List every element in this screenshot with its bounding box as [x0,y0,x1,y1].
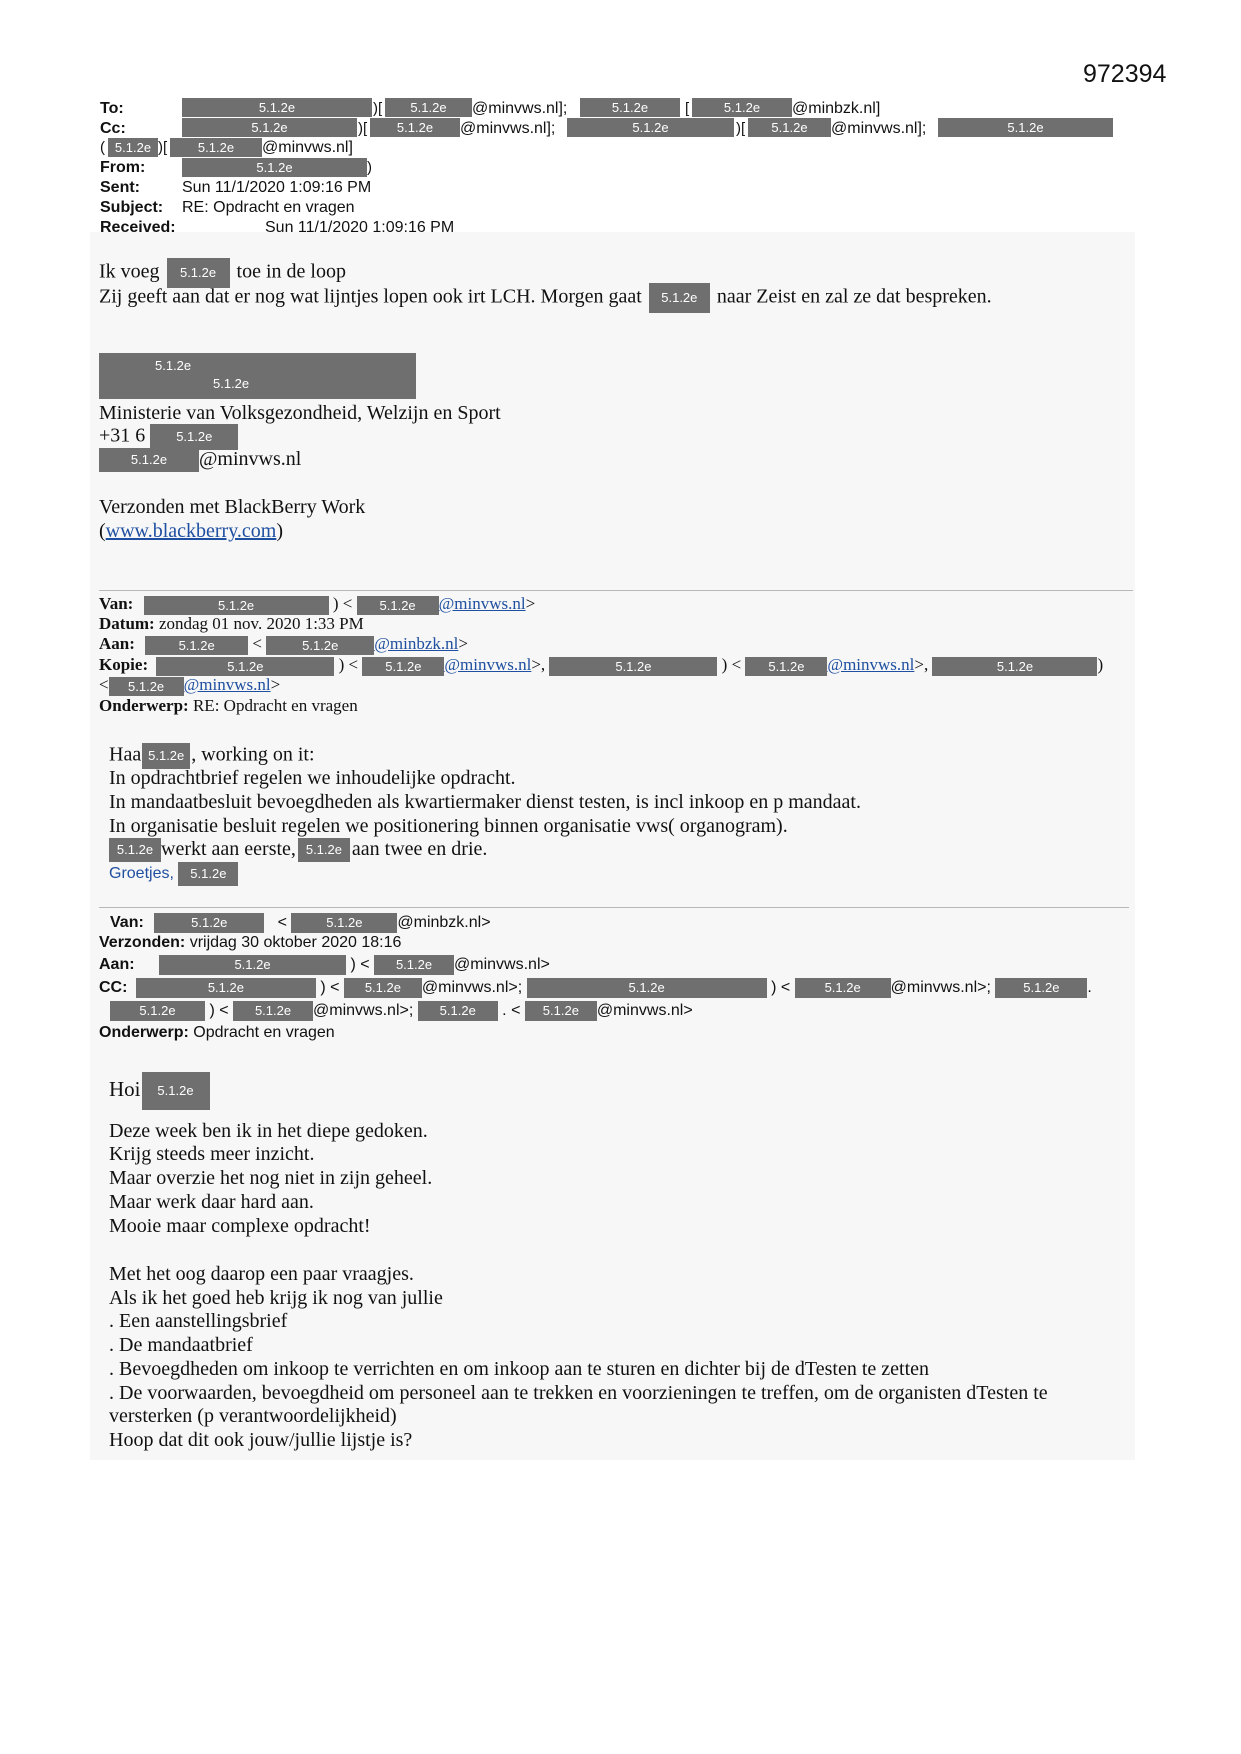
redaction: 5.1.2e [167,258,230,288]
subject-label: Subject: [100,199,164,216]
sent-with-text: Verzonden met BlackBerry Work [99,496,366,518]
message-text: Ik voeg [99,260,160,283]
from-label: From: [100,159,146,176]
redaction: 5.1.2e [150,424,238,450]
redaction: 5.1.2e [110,1001,205,1021]
redaction: 5.1.2e [374,955,454,975]
redaction: 5.1.2e [357,596,439,615]
email-link[interactable]: @minvws.nl [183,675,271,694]
list-item: . De voorwaarden, bevoegdheid om personeel aan te trekken en voorzieningen te treffen, om de organisten dTesten te [109,1382,1048,1404]
message-line: Als ik het goed heb krijg ik nog van jullie [109,1287,443,1309]
redaction: 5.1.2e [291,913,397,933]
signature-organisation: Ministerie van Volksgezondheid, Welzijn en Sport [99,402,501,424]
redaction: 5.1.2e [156,657,334,676]
message-line: Met het oog daarop een paar vraagjes. [109,1263,414,1285]
verzonden-value: vrijdag 30 oktober 2020 18:16 [189,934,402,951]
redaction: 5.1.2e [527,978,767,998]
received-label: Received: [100,219,176,236]
redaction: 5.1.2e [567,118,734,137]
redaction: 5.1.2e [692,98,792,117]
redaction: 5.1.2e [795,978,891,998]
van-label: Van: [99,594,134,613]
message-line: Krijg steeds meer inzicht. [109,1143,315,1165]
message-line: In organisatie besluit regelen we positionering binnen organisatie vws( organogram). [109,815,788,837]
divider [99,907,1129,908]
email-address: @minvws.nl>; [421,979,523,997]
email-address: @minbzk.nl> [397,914,491,932]
redaction: 5.1.2e [938,118,1113,137]
cc-label: CC: [99,979,128,997]
email-address: @minvws.nl> [596,1002,693,1020]
message-line: versterken (p verantwoordelijkheid) [109,1405,397,1427]
redaction: 5.1.2e [142,1072,210,1110]
redaction: 5.1.2e [418,1001,498,1021]
list-item: . Bevoegdheden om inkoop te verrichten en om inkoop aan te sturen en dichter bij de dTesten te zetten [109,1358,929,1380]
onderwerp-value: Opdracht en vragen [193,1024,335,1041]
redaction: 5.1.2e [745,657,827,676]
redaction: 5.1.2e [344,978,422,998]
redaction: 5.1.2e [182,98,372,117]
van-label: Van: [110,914,144,932]
redaction: 5.1.2e [298,838,350,862]
cc-address: @minvws.nl]; [831,120,927,137]
redaction: 5.1.2e [144,596,329,615]
datum-value: zondag 01 nov. 2020 1:33 PM [158,614,364,633]
cc-label: Cc: [100,120,126,137]
redaction: 5.1.2e [182,158,367,177]
divider [99,590,1133,591]
email-link[interactable]: @minvws.nl [438,594,526,613]
message-text: Zij geeft aan dat er nog wat lijntjes lopen ook irt LCH. Morgen gaat [99,285,642,308]
redaction: 5.1.2e [370,118,460,137]
email-link[interactable]: @minvws.nl [827,655,915,674]
subject-value: RE: Opdracht en vragen [182,199,355,216]
redaction: 5.1.2e [932,657,1097,676]
aan-label: Aan: [99,956,135,974]
signature-email: @minvws.nl [199,448,302,470]
redaction: 5.1.2e [995,978,1087,998]
message-line: Hoop dat dit ook jouw/jullie lijstje is? [109,1429,413,1451]
email-address: @minvws.nl>; [890,979,991,997]
message-line: Maar overzie het nog niet in zijn geheel. [109,1167,433,1189]
redaction: 5.1.2e [136,978,316,998]
onderwerp-value: RE: Opdracht en vragen [192,696,358,715]
redaction: 5.1.2e [182,118,357,137]
to-address: @minbzk.nl] [792,100,881,117]
groetjes: Groetjes, [109,865,174,883]
redaction: 5.1.2e [525,1001,597,1021]
message-line: In mandaatbesluit bevoegdheden als kwartiermaker dienst testen, is incl inkoop en p mandaat. [109,791,861,813]
message-text: toe in de loop [236,260,346,283]
redaction: 5.1.2e [748,118,831,137]
email-link[interactable]: @minvws.nl [444,655,532,674]
redaction: 5.1.2e [159,955,346,975]
redaction: 5.1.2e [170,138,262,157]
aan-label: Aan: [99,634,135,653]
redaction: 5.1.2e [178,862,238,886]
redaction: 5.1.2e [109,838,161,862]
onderwerp-label: Onderwerp: [99,1024,189,1041]
kopie-label: Kopie: [99,655,149,674]
message-line: Maar werk daar hard aan. [109,1191,314,1213]
verzonden-label: Verzonden: [99,934,186,951]
email-link[interactable]: @minbzk.nl [374,634,459,653]
received-value: Sun 11/1/2020 1:09:16 PM [265,219,455,236]
message-text: naar Zeist en zal ze dat bespreken. [716,285,992,308]
onderwerp-label: Onderwerp: [99,696,189,715]
redaction: 5.1.2e [266,636,374,655]
signature-redaction: 5.1.2e 5.1.2e [99,353,416,399]
redaction: 5.1.2e [649,283,710,313]
cc-address: @minvws.nl] [262,139,353,156]
list-item: . Een aanstellingsbrief [109,1310,288,1332]
redaction: 5.1.2e [108,138,158,157]
cc-address: @minvws.nl]; [460,120,556,137]
message-line: In opdrachtbrief regelen we inhoudelijke opdracht. [109,767,516,789]
message-line: Mooie maar complexe opdracht! [109,1215,371,1237]
list-item: . De mandaatbrief [109,1334,253,1356]
redaction: 5.1.2e [362,657,444,676]
redaction: 5.1.2e [580,98,680,117]
redaction: 5.1.2e [154,913,264,933]
redaction: 5.1.2e [99,448,199,472]
blackberry-link[interactable]: www.blackberry.com [105,520,277,542]
redaction: 5.1.2e [549,657,717,676]
redaction: 5.1.2e [142,743,190,769]
message-line: Deze week ben ik in het diepe gedoken. [109,1120,428,1142]
redaction: 5.1.2e [145,636,248,655]
redaction: 5.1.2e [233,1001,313,1021]
email-address: @minvws.nl> [454,956,550,974]
sent-value: Sun 11/1/2020 1:09:16 PM [182,179,372,196]
to-address: @minvws.nl]; [472,100,568,117]
page-number: 972394 [1083,60,1167,88]
sent-label: Sent: [100,179,140,196]
redaction: 5.1.2e [385,98,472,117]
datum-label: Datum: [99,614,155,633]
redaction: 5.1.2e [109,677,184,696]
email-address: @minvws.nl>; [313,1002,414,1020]
signature-phone: +31 6 [99,424,146,447]
to-label: To: [100,100,124,117]
